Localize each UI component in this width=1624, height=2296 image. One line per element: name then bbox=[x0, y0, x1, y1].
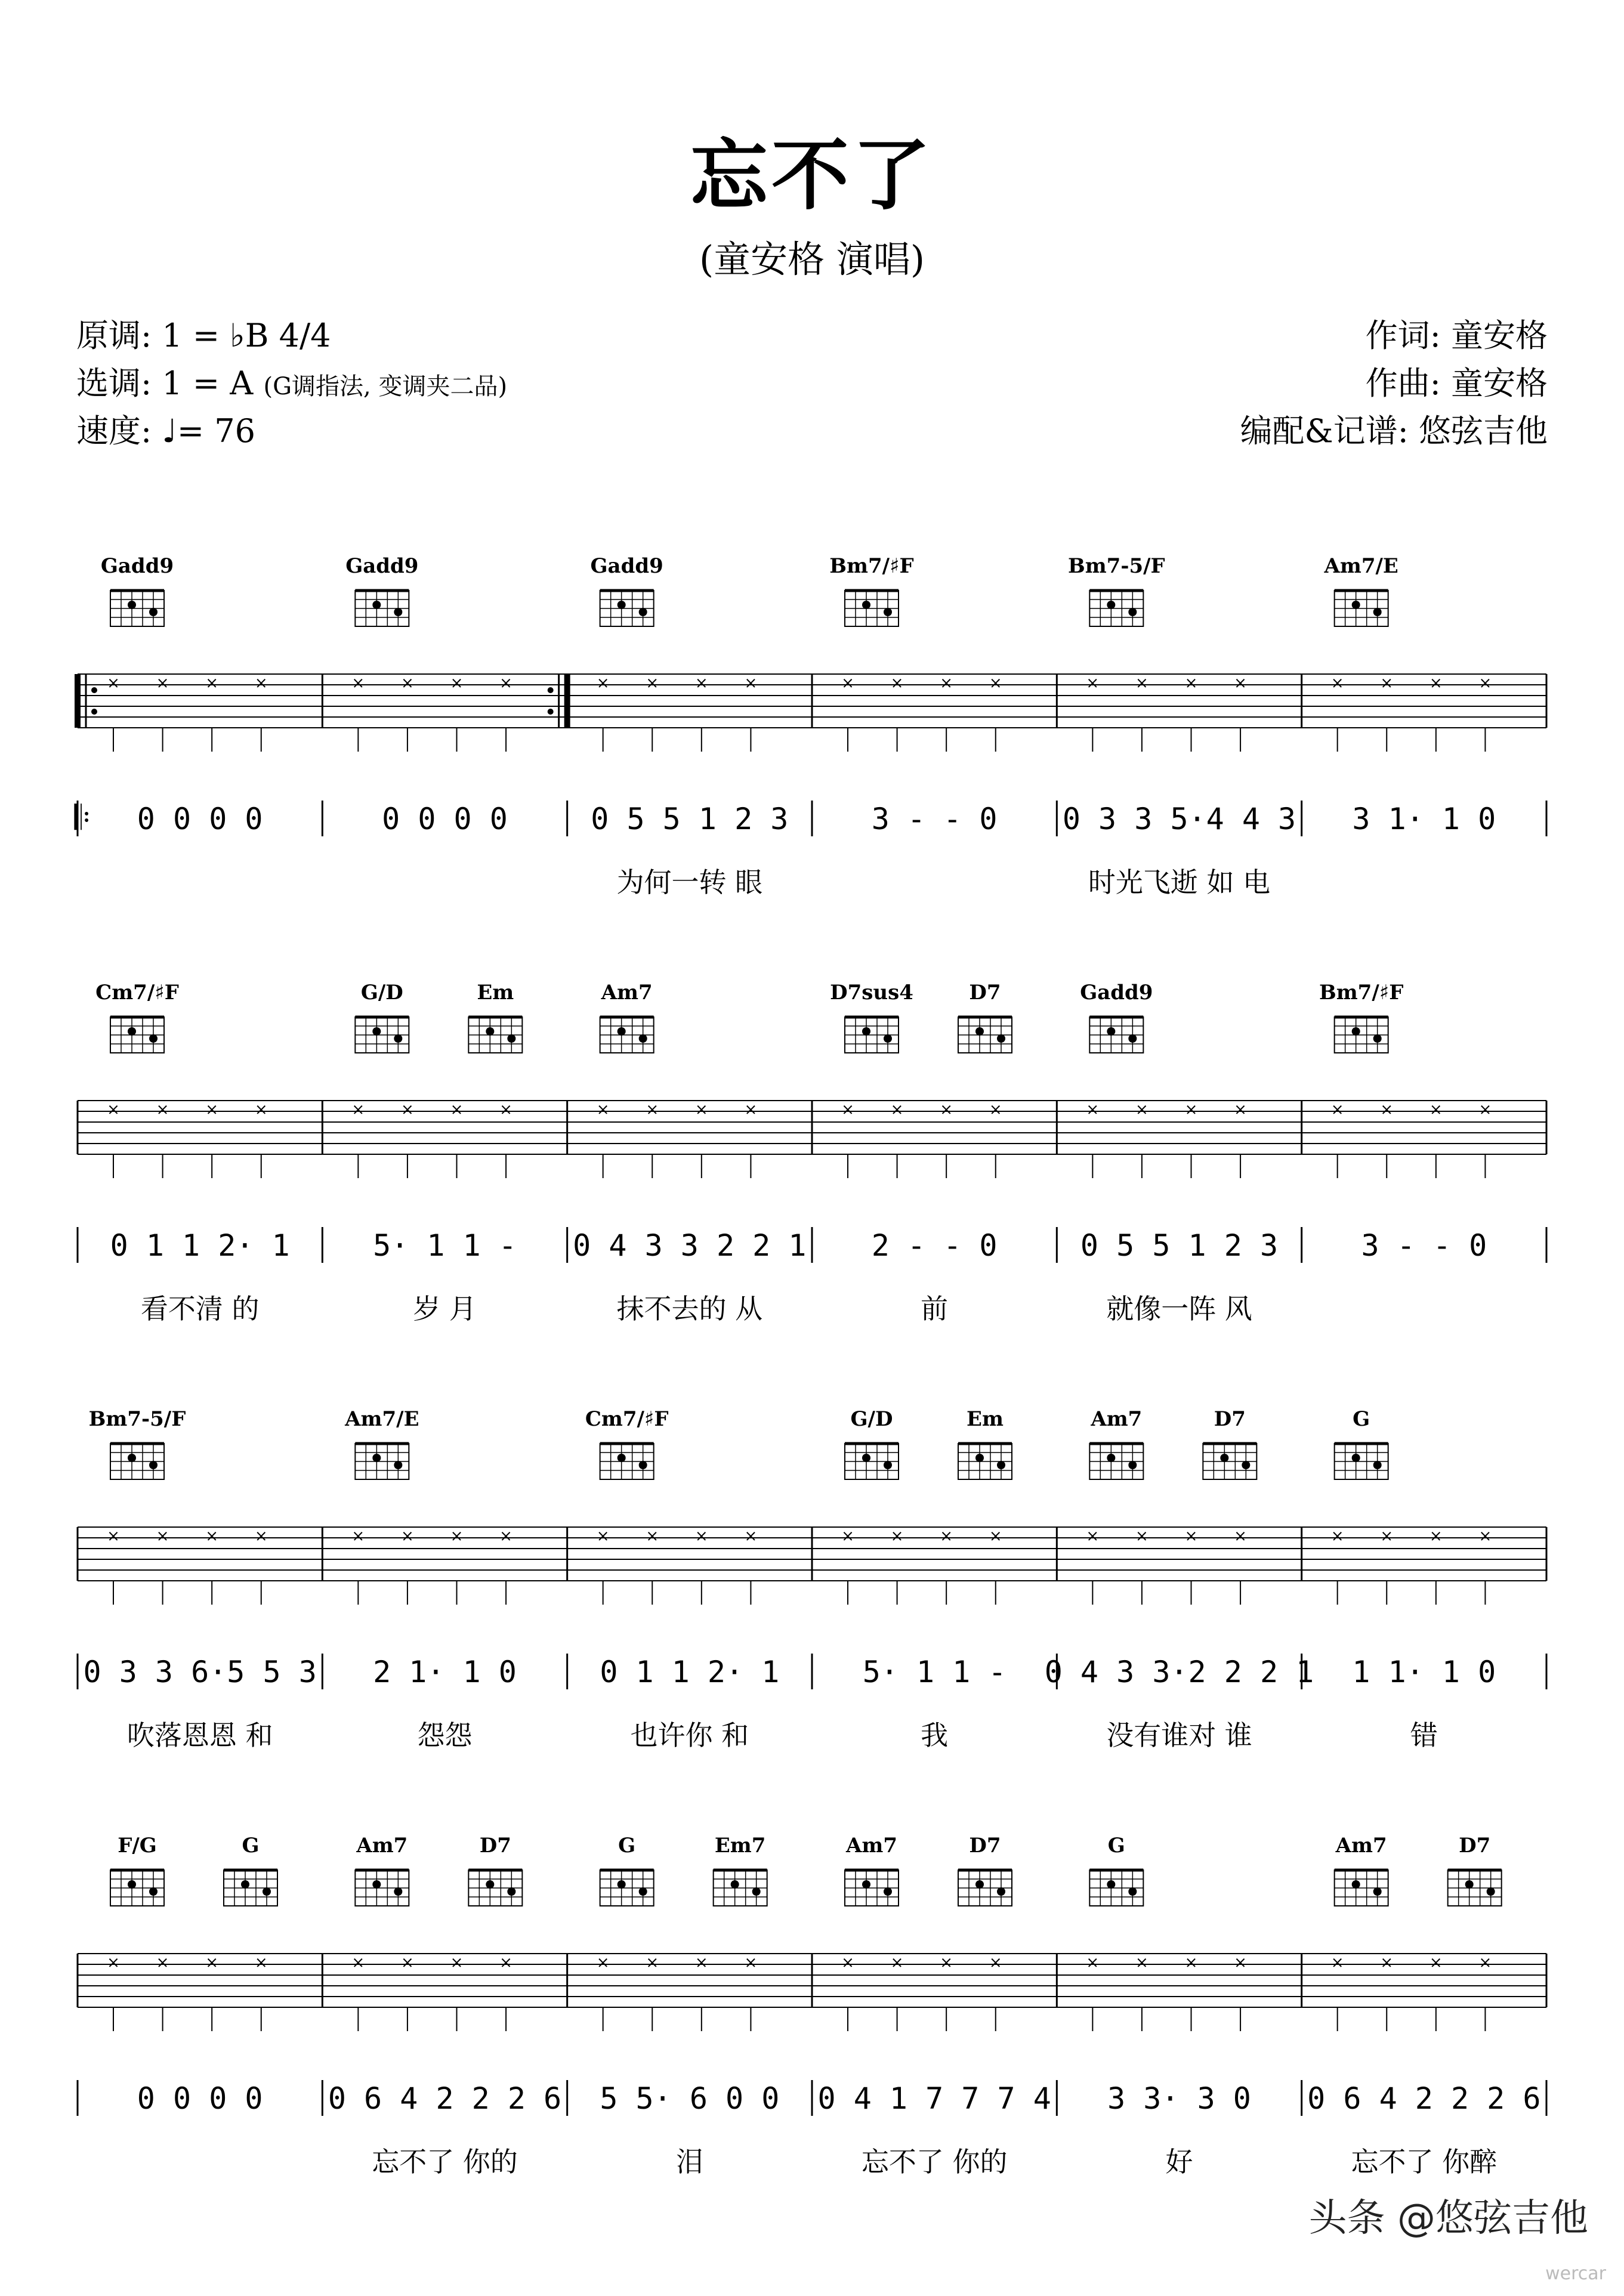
tab-strum-mark: × bbox=[205, 674, 219, 693]
tab-strum-mark: × bbox=[156, 1954, 169, 1972]
chord-name: Am7 bbox=[356, 1834, 408, 1858]
chord-finger-dot bbox=[862, 1880, 870, 1889]
chord-name: Cm7/♯F bbox=[585, 1407, 669, 1431]
lyricist: 作词: 童安格 bbox=[1365, 317, 1548, 354]
chord-finger-dot bbox=[1373, 608, 1382, 616]
lyric-line: 怨怨 bbox=[417, 1719, 473, 1751]
tab-strum-mark: × bbox=[646, 1527, 659, 1546]
lyric-line: 泪 bbox=[675, 2146, 703, 2178]
chord-name: G bbox=[242, 1834, 260, 1858]
chord-finger-dot bbox=[394, 608, 402, 616]
tab-strum-mark: × bbox=[205, 1527, 219, 1546]
tab-strum-mark: × bbox=[107, 1954, 120, 1972]
tab-strum-mark: × bbox=[1380, 1527, 1394, 1546]
jianpu-notes: 0 6 4 2 2 2 6 bbox=[1307, 2081, 1541, 2116]
tab-strum-mark: × bbox=[107, 1101, 120, 1119]
chord-name: Gadd9 bbox=[100, 554, 174, 578]
chord-finger-dot bbox=[241, 1880, 249, 1889]
chord-name: D7 bbox=[969, 1834, 1001, 1858]
chord-name: Cm7/♯F bbox=[95, 981, 179, 1005]
chord-finger-dot bbox=[997, 1034, 1005, 1043]
lyric-line: 忘不了 你醉 bbox=[1351, 2146, 1498, 2178]
tab-strum-mark: × bbox=[940, 674, 953, 693]
chord-finger-dot bbox=[1352, 1027, 1360, 1036]
tempo: 速度: ♩= 76 bbox=[76, 412, 255, 450]
chord-finger-dot bbox=[1373, 1034, 1382, 1043]
chord-finger-dot bbox=[618, 601, 626, 609]
jianpu-notes: 0 1 1 2· 1 bbox=[110, 1228, 290, 1263]
original-key: 原调: 1 = ♭B 4/4 bbox=[76, 317, 331, 354]
jianpu-notes: 2 1· 1 0 bbox=[373, 1655, 517, 1689]
watermark-small: wercar bbox=[1545, 2263, 1606, 2284]
jianpu-notes: 1 1· 1 0 bbox=[1352, 1655, 1496, 1689]
tab-strum-mark: × bbox=[1234, 1527, 1247, 1546]
chord-finger-dot bbox=[618, 1027, 626, 1036]
chord-finger-dot bbox=[1352, 601, 1360, 609]
tab-strum-mark: × bbox=[351, 674, 365, 693]
tab-strum-mark: × bbox=[254, 674, 268, 693]
lyric-line: 看不清 的 bbox=[140, 1293, 260, 1325]
jianpu-notes: 3 3· 3 0 bbox=[1107, 2081, 1251, 2116]
repeat-dot bbox=[91, 687, 97, 693]
chord-name: D7 bbox=[479, 1834, 511, 1858]
tab-strum-mark: × bbox=[989, 1101, 1002, 1119]
tab-strum-mark: × bbox=[156, 1527, 169, 1546]
chord-name: Em bbox=[477, 981, 514, 1005]
arranger: 编配&记谱: 悠弦吉他 bbox=[1240, 412, 1548, 450]
chord-finger-dot bbox=[975, 1880, 984, 1889]
chord-name: Em bbox=[967, 1407, 1004, 1431]
tab-strum-mark: × bbox=[1429, 1527, 1443, 1546]
chord-finger-dot bbox=[486, 1027, 494, 1036]
chord-name: G/D bbox=[360, 981, 403, 1005]
tab-strum-mark: × bbox=[499, 674, 512, 693]
chord-finger-dot bbox=[507, 1034, 515, 1043]
lyric-line: 为何一转 眼 bbox=[616, 866, 763, 898]
chord-finger-dot bbox=[1352, 1454, 1360, 1462]
jianpu-notes: 3 1· 1 0 bbox=[1352, 802, 1496, 836]
tab-strum-mark: × bbox=[1380, 1101, 1394, 1119]
tab-strum-mark: × bbox=[1330, 1954, 1344, 1972]
tab-strum-mark: × bbox=[596, 1954, 610, 1972]
chord-finger-dot bbox=[639, 608, 647, 616]
chord-name: Am7 bbox=[1091, 1407, 1143, 1431]
tab-strum-mark: × bbox=[401, 1527, 414, 1546]
tab-strum-mark: × bbox=[744, 1954, 758, 1972]
lyric-line: 前 bbox=[921, 1293, 949, 1325]
chord-name: D7sus4 bbox=[830, 981, 913, 1005]
tab-strum-mark: × bbox=[1135, 674, 1148, 693]
chord-finger-dot bbox=[752, 1887, 761, 1896]
jianpu-notes: 0 6 4 2 2 2 6 bbox=[328, 2081, 562, 2116]
lyric-line: 好 bbox=[1165, 2146, 1193, 2178]
tab-strum-mark: × bbox=[1330, 674, 1344, 693]
tab-strum-mark: × bbox=[450, 1527, 464, 1546]
chord-finger-dot bbox=[1107, 1454, 1115, 1462]
chord-finger-dot bbox=[884, 1461, 892, 1469]
chord-finger-dot bbox=[372, 1880, 381, 1889]
tab-strum-mark: × bbox=[841, 1527, 854, 1546]
chosen-key-note: (G调指法, 变调夹二品) bbox=[263, 373, 508, 400]
tab-strum-mark: × bbox=[107, 674, 120, 693]
chord-name: Am7 bbox=[601, 981, 653, 1005]
chord-name: G bbox=[1107, 1834, 1125, 1858]
tab-strum-mark: × bbox=[1184, 1101, 1198, 1119]
chord-finger-dot bbox=[149, 608, 158, 616]
jianpu-notes: 0 5 5 1 2 3 bbox=[591, 802, 789, 836]
chord-finger-dot bbox=[997, 1461, 1005, 1469]
chord-name: Am7/E bbox=[1324, 554, 1398, 578]
jianpu-notes: 5· 1 1 - bbox=[862, 1655, 1006, 1689]
chord-finger-dot bbox=[1373, 1461, 1382, 1469]
chord-finger-dot bbox=[1465, 1880, 1474, 1889]
jianpu-notes: 0 4 3 3 2 2 1 bbox=[573, 1228, 807, 1263]
jianpu-notes: 0 3 3 5·4 4 3 bbox=[1062, 802, 1296, 836]
chord-name: D7 bbox=[969, 981, 1001, 1005]
jianpu-notes: 0 4 3 3·2 2 2 1 bbox=[1044, 1655, 1314, 1689]
chord-finger-dot bbox=[1107, 1880, 1115, 1889]
lyric-line: 没有谁对 谁 bbox=[1106, 1719, 1252, 1751]
lyric-line: 错 bbox=[1410, 1719, 1438, 1751]
tab-strum-mark: × bbox=[205, 1954, 219, 1972]
tab-strum-mark: × bbox=[744, 1527, 758, 1546]
tab-strum-mark: × bbox=[1135, 1527, 1148, 1546]
chord-finger-dot bbox=[997, 1887, 1005, 1896]
tab-strum-mark: × bbox=[1184, 1954, 1198, 1972]
tab-strum-mark: × bbox=[841, 1954, 854, 1972]
chord-name: Am7 bbox=[1335, 1834, 1387, 1858]
tab-strum-mark: × bbox=[989, 1954, 1002, 1972]
lyric-line: 也许你 和 bbox=[630, 1719, 749, 1751]
chord-name: D7 bbox=[1459, 1834, 1491, 1858]
tab-strum-mark: × bbox=[1380, 1954, 1394, 1972]
tab-strum-mark: × bbox=[646, 674, 659, 693]
chord-finger-dot bbox=[862, 601, 870, 609]
tab-strum-mark: × bbox=[940, 1954, 953, 1972]
tab-strum-mark: × bbox=[1330, 1527, 1344, 1546]
tab-strum-mark: × bbox=[744, 1101, 758, 1119]
chord-name: Bm7/♯F bbox=[1319, 981, 1404, 1005]
tab-strum-mark: × bbox=[401, 1101, 414, 1119]
chord-finger-dot bbox=[507, 1887, 515, 1896]
chord-finger-dot bbox=[1128, 1887, 1137, 1896]
chord-finger-dot bbox=[372, 1027, 381, 1036]
chord-name: D7 bbox=[1214, 1407, 1246, 1431]
chord-name: F/G bbox=[118, 1834, 157, 1858]
tab-strum-mark: × bbox=[646, 1101, 659, 1119]
tab-strum-mark: × bbox=[401, 1954, 414, 1972]
chord-finger-dot bbox=[639, 1034, 647, 1043]
chord-finger-dot bbox=[884, 1887, 892, 1896]
chord-finger-dot bbox=[884, 1034, 892, 1043]
tab-strum-mark: × bbox=[1478, 1527, 1492, 1546]
chord-finger-dot bbox=[149, 1887, 158, 1896]
chord-name: Bm7-5/F bbox=[1067, 554, 1165, 578]
jianpu-notes: 0 5 5 1 2 3 bbox=[1080, 1228, 1279, 1263]
tab-strum-mark: × bbox=[841, 1101, 854, 1119]
chord-finger-dot bbox=[862, 1454, 870, 1462]
jianpu-notes: 0 4 1 7 7 7 4 bbox=[817, 2081, 1051, 2116]
tab-strum-mark: × bbox=[1429, 1101, 1443, 1119]
jianpu-notes: 0 0 0 0 bbox=[382, 802, 508, 836]
song-subtitle: (童安格 演唱) bbox=[699, 237, 925, 281]
composer: 作曲: 童安格 bbox=[1365, 364, 1548, 402]
chord-finger-dot bbox=[1242, 1461, 1250, 1469]
chord-finger-dot bbox=[394, 1461, 402, 1469]
chord-finger-dot bbox=[862, 1027, 870, 1036]
chord-finger-dot bbox=[394, 1034, 402, 1043]
tab-strum-mark: × bbox=[890, 1101, 904, 1119]
tab-strum-mark: × bbox=[1478, 1101, 1492, 1119]
chord-name: Em7 bbox=[714, 1834, 766, 1858]
chord-finger-dot bbox=[149, 1034, 158, 1043]
chord-finger-dot bbox=[1107, 1027, 1115, 1036]
chord-name: G bbox=[1353, 1407, 1370, 1431]
chord-name: Gadd9 bbox=[590, 554, 663, 578]
chord-finger-dot bbox=[394, 1887, 402, 1896]
tab-strum-mark: × bbox=[450, 1101, 464, 1119]
jianpu-repeat-start: 𝄆 bbox=[74, 799, 91, 838]
chord-finger-dot bbox=[128, 1027, 136, 1036]
tab-strum-mark: × bbox=[890, 1527, 904, 1546]
lyric-line: 忘不了 你的 bbox=[372, 2146, 518, 2178]
chord-finger-dot bbox=[1487, 1887, 1495, 1896]
chord-finger-dot bbox=[618, 1880, 626, 1889]
tab-strum-mark: × bbox=[450, 674, 464, 693]
chord-finger-dot bbox=[1128, 1461, 1137, 1469]
lyric-line: 岁 月 bbox=[413, 1293, 477, 1325]
chord-finger-dot bbox=[372, 1454, 381, 1462]
tab-strum-mark: × bbox=[1330, 1101, 1344, 1119]
tab-strum-mark: × bbox=[205, 1101, 219, 1119]
chord-finger-dot bbox=[149, 1461, 158, 1469]
tab-strum-mark: × bbox=[1135, 1101, 1148, 1119]
tab-strum-mark: × bbox=[940, 1527, 953, 1546]
chord-name: G bbox=[618, 1834, 636, 1858]
chord-name: Gadd9 bbox=[345, 554, 419, 578]
chord-finger-dot bbox=[639, 1461, 647, 1469]
chord-finger-dot bbox=[1352, 1880, 1360, 1889]
tab-strum-mark: × bbox=[254, 1954, 268, 1972]
tab-strum-mark: × bbox=[694, 1954, 708, 1972]
chord-finger-dot bbox=[1107, 601, 1115, 609]
chord-name: Am7 bbox=[845, 1834, 898, 1858]
tab-strum-mark: × bbox=[499, 1527, 512, 1546]
tab-strum-mark: × bbox=[596, 674, 610, 693]
tab-strum-mark: × bbox=[1234, 674, 1247, 693]
jianpu-notes: 0 1 1 2· 1 bbox=[600, 1655, 780, 1689]
chord-name: Gadd9 bbox=[1080, 981, 1153, 1005]
tab-strum-mark: × bbox=[1086, 674, 1100, 693]
chord-finger-dot bbox=[1128, 1034, 1137, 1043]
tab-strum-mark: × bbox=[744, 674, 758, 693]
tab-strum-mark: × bbox=[1234, 1101, 1247, 1119]
chord-finger-dot bbox=[884, 608, 892, 616]
lyric-line: 抹不去的 从 bbox=[616, 1293, 763, 1325]
chord-name: Am7/E bbox=[345, 1407, 419, 1431]
tab-strum-mark: × bbox=[156, 674, 169, 693]
tab-strum-mark: × bbox=[107, 1527, 120, 1546]
lyric-line: 吹落恩恩 和 bbox=[126, 1719, 273, 1751]
chord-finger-dot bbox=[1128, 608, 1137, 616]
tab-strum-mark: × bbox=[499, 1101, 512, 1119]
chord-finger-dot bbox=[128, 601, 136, 609]
tab-strum-mark: × bbox=[989, 1527, 1002, 1546]
jianpu-notes: 2 - - 0 bbox=[871, 1228, 998, 1263]
jianpu-notes: 3 - - 0 bbox=[1361, 1228, 1487, 1263]
jianpu-notes: 5· 1 1 - bbox=[373, 1228, 517, 1263]
tab-strum-mark: × bbox=[1184, 674, 1198, 693]
lyric-line: 就像一阵 风 bbox=[1106, 1293, 1252, 1325]
jianpu-notes: 0 0 0 0 bbox=[137, 802, 263, 836]
tab-strum-mark: × bbox=[351, 1101, 365, 1119]
tab-strum-mark: × bbox=[351, 1527, 365, 1546]
jianpu-notes: 0 3 3 6·5 5 3 bbox=[83, 1655, 317, 1689]
tab-strum-mark: × bbox=[1086, 1527, 1100, 1546]
chord-name: G/D bbox=[850, 1407, 893, 1431]
watermark: 头条 @悠弦吉他 bbox=[1308, 2196, 1588, 2241]
jianpu-notes: 5 5· 6 0 0 bbox=[600, 2081, 780, 2116]
tab-strum-mark: × bbox=[254, 1527, 268, 1546]
tab-strum-mark: × bbox=[1380, 674, 1394, 693]
tab-strum-mark: × bbox=[596, 1527, 610, 1546]
repeat-dot bbox=[548, 687, 554, 693]
tab-strum-mark: × bbox=[1086, 1954, 1100, 1972]
tab-strum-mark: × bbox=[1184, 1527, 1198, 1546]
chord-finger-dot bbox=[372, 601, 381, 609]
chord-finger-dot bbox=[975, 1454, 984, 1462]
song-title: 忘不了 bbox=[690, 129, 934, 221]
chosen-key-value: 选调: 1 = A bbox=[76, 364, 254, 402]
chord-finger-dot bbox=[618, 1454, 626, 1462]
tab-strum-mark: × bbox=[351, 1954, 365, 1972]
repeat-dot bbox=[91, 709, 97, 715]
tab-strum-mark: × bbox=[596, 1101, 610, 1119]
lyric-line: 忘不了 你的 bbox=[861, 2146, 1008, 2178]
chord-finger-dot bbox=[639, 1887, 647, 1896]
chord-finger-dot bbox=[128, 1880, 136, 1889]
tab-strum-mark: × bbox=[646, 1954, 659, 1972]
tab-strum-mark: × bbox=[841, 674, 854, 693]
tab-strum-mark: × bbox=[1478, 674, 1492, 693]
chord-name: Bm7/♯F bbox=[829, 554, 914, 578]
tab-strum-mark: × bbox=[1234, 1954, 1247, 1972]
chord-finger-dot bbox=[731, 1880, 739, 1889]
lyric-line: 时光飞逝 如 电 bbox=[1088, 866, 1271, 898]
chord-name: Bm7-5/F bbox=[88, 1407, 186, 1431]
lyric-line: 我 bbox=[921, 1719, 949, 1751]
chord-finger-dot bbox=[486, 1880, 494, 1889]
tab-strum-mark: × bbox=[1086, 1101, 1100, 1119]
chord-finger-dot bbox=[975, 1027, 984, 1036]
tab-strum-mark: × bbox=[450, 1954, 464, 1972]
tab-strum-mark: × bbox=[989, 674, 1002, 693]
tab-strum-mark: × bbox=[499, 1954, 512, 1972]
tab-strum-mark: × bbox=[940, 1101, 953, 1119]
tab-strum-mark: × bbox=[1429, 1954, 1443, 1972]
tab-strum-mark: × bbox=[1429, 674, 1443, 693]
tab-strum-mark: × bbox=[694, 674, 708, 693]
jianpu-notes: 0 0 0 0 bbox=[137, 2081, 263, 2116]
chord-finger-dot bbox=[1220, 1454, 1228, 1462]
tab-strum-mark: × bbox=[890, 1954, 904, 1972]
tab-strum-mark: × bbox=[1135, 1954, 1148, 1972]
chord-finger-dot bbox=[263, 1887, 271, 1896]
tab-strum-mark: × bbox=[890, 674, 904, 693]
jianpu-notes: 3 - - 0 bbox=[871, 802, 998, 836]
tab-strum-mark: × bbox=[401, 674, 414, 693]
chord-finger-dot bbox=[1373, 1887, 1382, 1896]
tab-strum-mark: × bbox=[254, 1101, 268, 1119]
tab-strum-mark: × bbox=[694, 1527, 708, 1546]
tab-strum-mark: × bbox=[1478, 1954, 1492, 1972]
repeat-dot bbox=[548, 709, 554, 715]
chord-finger-dot bbox=[128, 1454, 136, 1462]
tab-strum-mark: × bbox=[156, 1101, 169, 1119]
tab-strum-mark: × bbox=[694, 1101, 708, 1119]
